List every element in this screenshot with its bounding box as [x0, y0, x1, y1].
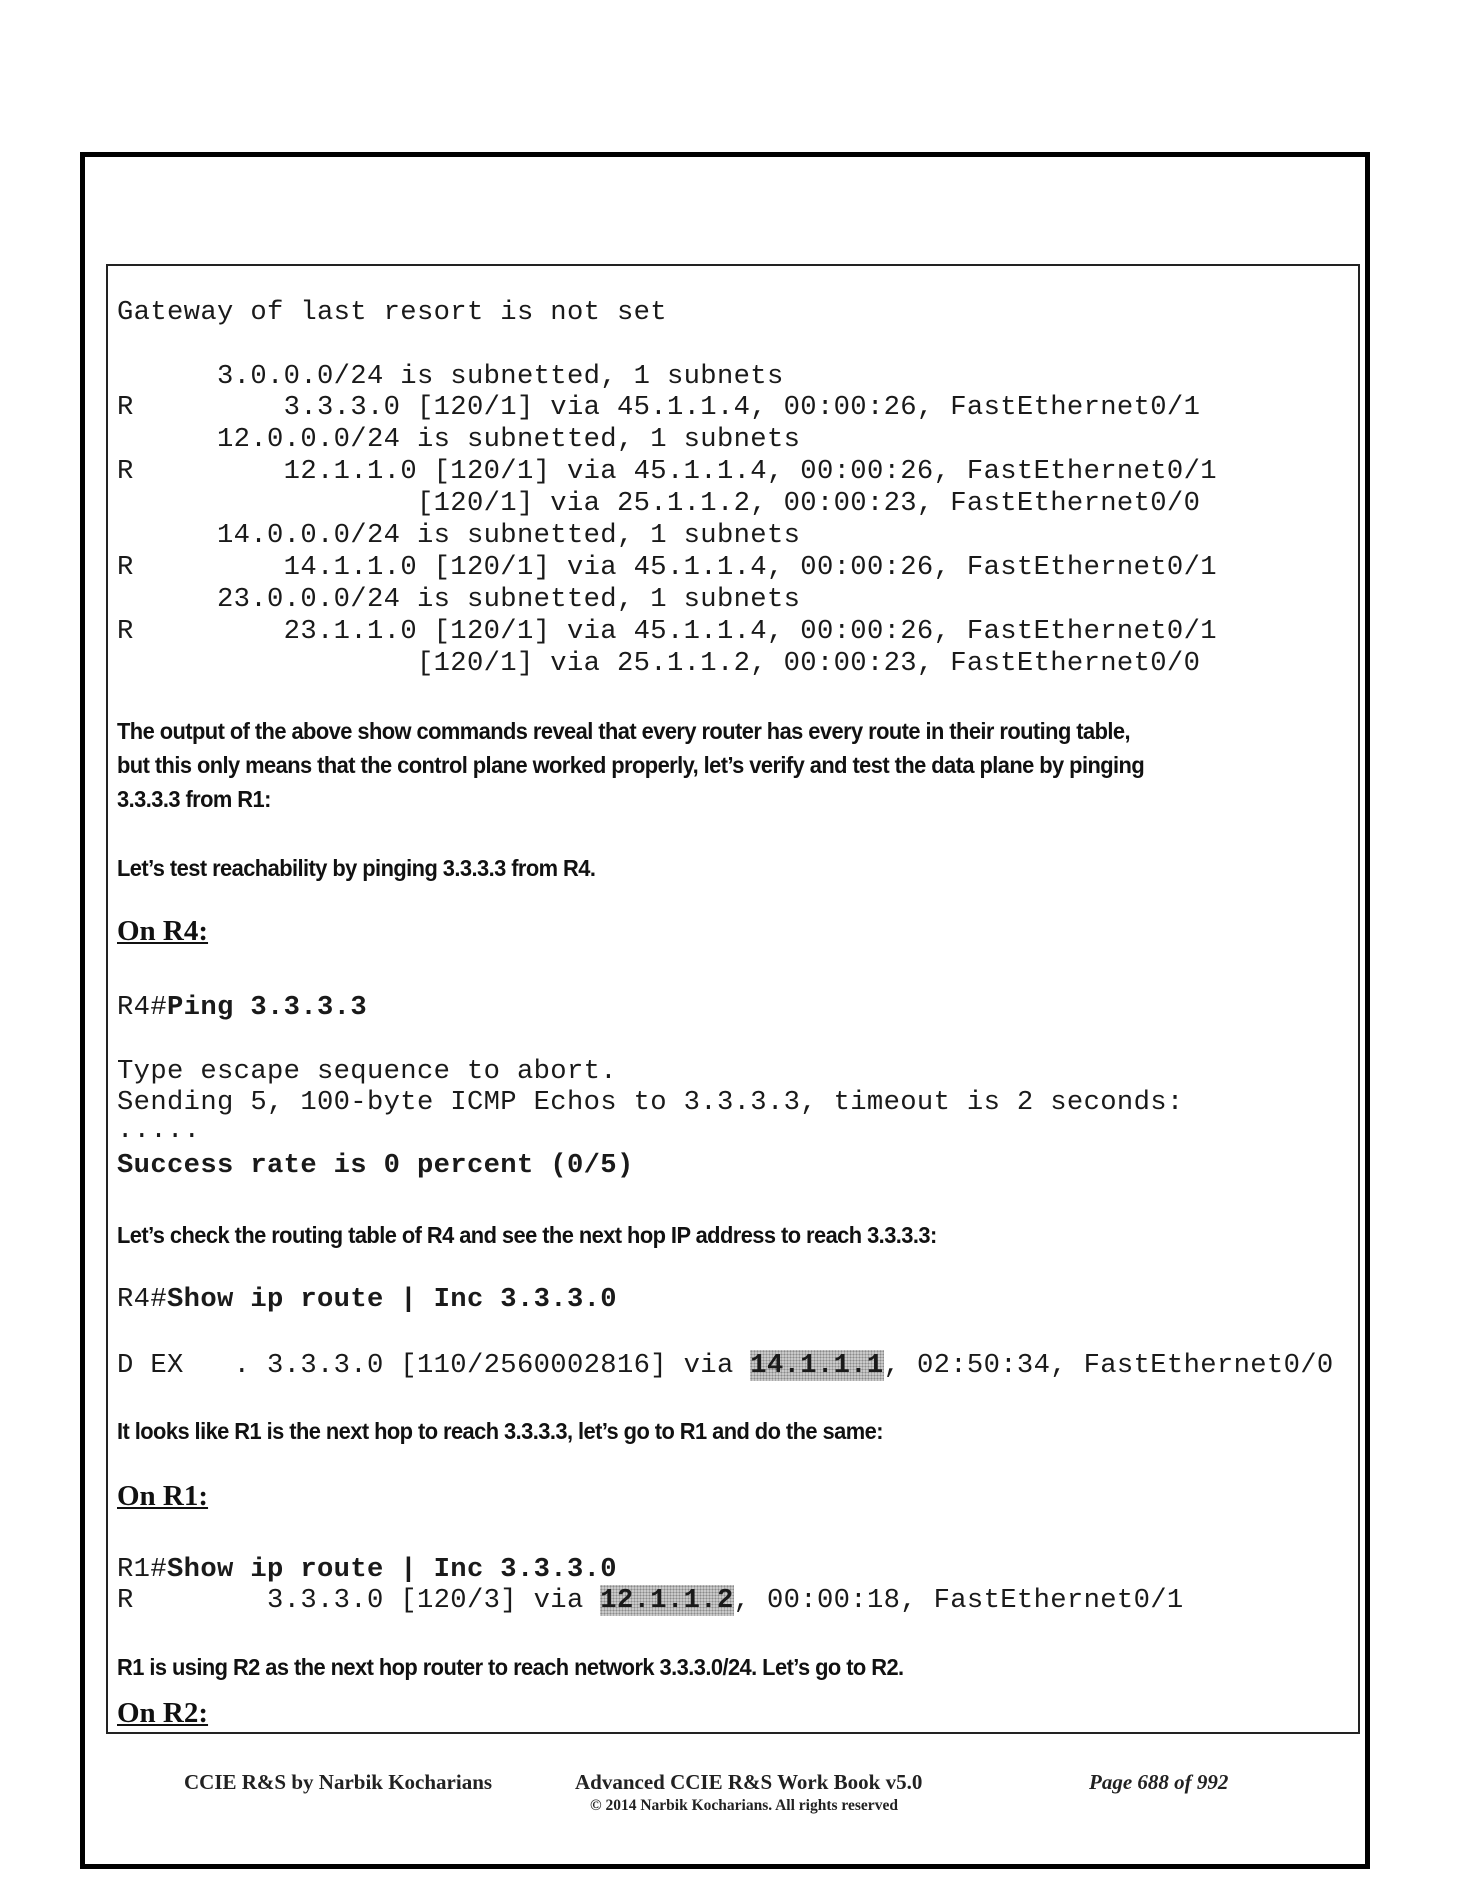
route-line: [120/1] via 25.1.1.2, 00:00:23, FastEthernet0/0: [117, 648, 1201, 679]
route-code: R: [117, 456, 134, 487]
gateway-line: Gateway of last resort is not set: [117, 297, 667, 328]
route-line: 12.0.0.0/24 is subnetted, 1 subnets: [117, 424, 801, 455]
section-heading-r1: On R1:: [117, 1480, 209, 1512]
page-number: Page 688 of 992: [1089, 1770, 1229, 1794]
paragraph-line: The output of the above show commands reveal that every router has every route in their routing table,: [117, 718, 1130, 744]
route-line: R 12.1.1.0 [120/1] via 45.1.1.4, 00:00:26, FastEthernet0/1: [117, 456, 1217, 487]
route-line: [120/1] via 25.1.1.2, 00:00:23, FastEthernet0/0: [117, 488, 1201, 519]
route-line: 14.0.0.0/24 is subnetted, 1 subnets: [117, 520, 801, 551]
r1-route-output: R 3.3.3.0 [120/3] via 12.1.1.2, 00:00:18, FastEthernet0/1: [117, 1585, 1184, 1616]
paragraph-line: but this only means that the control plane worked properly, let’s verify and test the data plane by pinging: [117, 752, 1145, 778]
route-code: R: [117, 392, 134, 423]
paragraph: It looks like R1 is the next hop to reach 3.3.3.3, let’s go to R1 and do the same:: [117, 1418, 883, 1444]
paragraph: R1 is using R2 as the next hop router to reach network 3.3.3.0/24. Let’s go to R2.: [117, 1654, 904, 1680]
route-line: R 23.1.1.0 [120/1] via 45.1.1.4, 00:00:26, FastEthernet0/1: [117, 616, 1217, 647]
r4-route-command: R4#Show ip route | Inc 3.3.3.0: [117, 1284, 617, 1315]
footer-author: CCIE R&S by Narbik Kocharians: [184, 1770, 493, 1794]
ping-result: Success rate is 0 percent (0/5): [117, 1150, 634, 1181]
section-heading-r2: On R2:: [117, 1697, 209, 1729]
footer-copyright: © 2014 Narbik Kocharians. All rights reserved: [590, 1797, 898, 1814]
route-line: 3.0.0.0/24 is subnetted, 1 subnets: [117, 361, 784, 392]
section-heading-r4: On R4:: [117, 915, 209, 947]
r4-ping-command: R4#Ping 3.3.3.3: [117, 992, 367, 1023]
route-line: 23.0.0.0/24 is subnetted, 1 subnets: [117, 584, 801, 615]
route-line: R 14.1.1.0 [120/1] via 45.1.1.4, 00:00:26, FastEthernet0/1: [117, 552, 1217, 583]
route-code: R: [117, 616, 134, 647]
ping-output-line: Type escape sequence to abort.: [117, 1056, 617, 1087]
r1-route-command: R1#Show ip route | Inc 3.3.3.0: [117, 1554, 617, 1585]
paragraph: Let’s test reachability by pinging 3.3.3.3 from R4.: [117, 855, 596, 881]
route-code: R: [117, 552, 134, 583]
highlighted-next-hop: 14.1.1.1: [750, 1350, 884, 1381]
ping-output-line: Sending 5, 100-byte ICMP Echos to 3.3.3.3, timeout is 2 seconds:: [117, 1087, 1184, 1118]
r4-route-output: D EX . 3.3.3.0 [110/2560002816] via 14.1.1.1, 02:50:34, FastEthernet0/0: [117, 1350, 1334, 1381]
route-line: R 3.3.3.0 [120/1] via 45.1.1.4, 00:00:26, FastEthernet0/1: [117, 392, 1201, 423]
footer-book-title: Advanced CCIE R&S Work Book v5.0: [575, 1770, 923, 1794]
paragraph-line: 3.3.3.3 from R1:: [117, 786, 271, 812]
highlighted-next-hop: 12.1.1.2: [600, 1585, 734, 1616]
ping-output-dots: .....: [117, 1115, 201, 1146]
paragraph: Let’s check the routing table of R4 and see the next hop IP address to reach 3.3.3.3:: [117, 1222, 937, 1248]
